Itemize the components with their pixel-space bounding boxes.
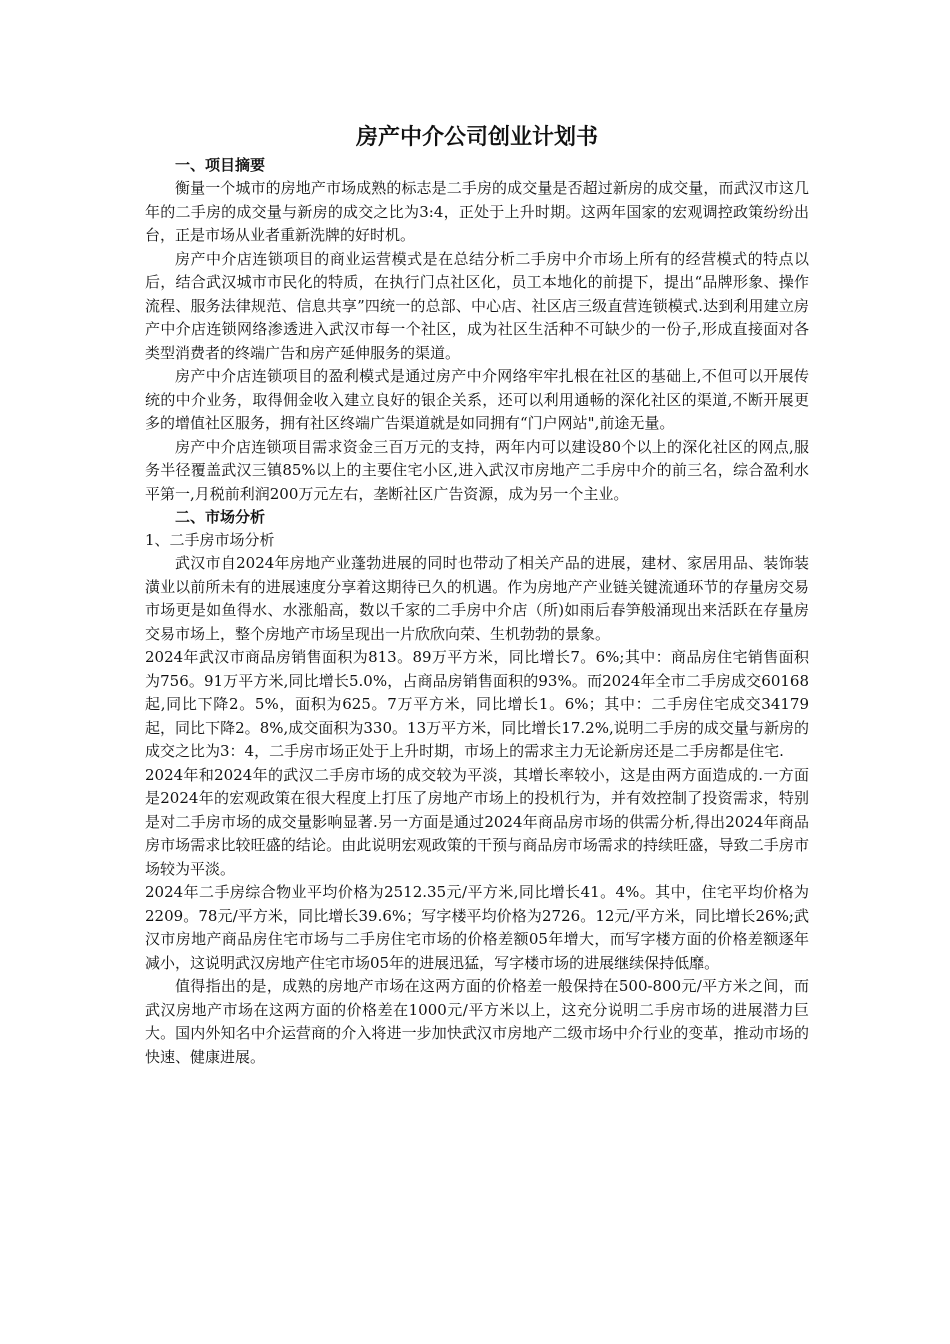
paragraph: 值得指出的是，成熟的房地产市场在这两方面的价格差一般保持在500-800元/平方米之间，而武汉房地产市场在这两方面的价格差在1000元/平方米以上，这充分说明二手房市场的进展潜力巨大。国内外知名中介运营商的介入将进一步加快武汉市房地产二级市场中介行业的变革，推动市场的快速、健康进展。 [145,977,809,1066]
paragraph: 2024年和2024年的武汉二手房市场的成交较为平淡，其增长率较小，这是由两方面造成的.一方面是2024年的宏观政策在很大程度上打压了房地产市场上的投机行为，并有效控制了投资需求，特别是对二手房市场的成交量影响显著.另一方面是通过2024年商品房市场的供需分析,得出2024年商品房市场需求比较旺盛的结论。由此说明宏观政策的干预与商品房市场需求的持续旺盛，导致二手房市场较为平淡。 [145,765,809,878]
paragraph: 武汉市自2024年房地产业蓬勃进展的同时也带动了相关产品的进展，建材、家居用品、装饰装潢业以前所未有的进展速度分享着这期待已久的机遇。作为房地产产业链关键流通环节的存量房交易市场更是如鱼得水、水涨船高，数以千家的二手房中介店（所)如雨后春笋般涌现出来活跃在存量房交易市场上，整个房地产市场呈现出一片欣欣向荣、生机勃勃的景象。 [145,554,809,643]
section-heading-summary: 一、项目摘要 [175,156,266,174]
document-title: 房产中介公司创业计划书 [355,124,598,150]
paragraph: 房产中介店连锁项目的盈利模式是通过房产中介网络牢牢扎根在社区的基础上,不但可以开展传统的中介业务，取得佣金收入建立良好的银企关系，还可以利用通畅的深化社区的渠道,不断开展更多的增值社区服务，拥有社区终端广告渠道就是如同拥有“门户网站",前途无量。 [145,367,809,432]
paragraph: 2024年武汉市商品房销售面积为813。89万平方米，同比增长7。6%;其中：商品房住宅销售面积为756。91万平方米,同比增长5.0%，占商品房销售面积的93%。而2024年全市二手房成交60168起,同比下降2。5%，面积为625。7万平方米，同比增长1。6%；其中：二手房住宅成交34179起，同比下降2。8%,成交面积为330。13万平方米，同比增长17.2%,说明二手房的成交量与新房的成交之比为3：4，二手房市场正处于上升时期，市场上的需求主力无论新房还是二手房都是住宅. [145,648,809,760]
paragraph: 房产中介店连锁项目需求资金三百万元的支持，两年内可以建设80个以上的深化社区的网点,服务半径覆盖武汉三镇85%以上的主要住宅小区,进入武汉市房地产二手房中介的前三名，综合盈利水平第一,月税前利润200万元左右，垄断社区广告资源，成为另一个主业。 [145,437,809,503]
subsection-heading: 1、二手房市场分析 [145,531,275,549]
paragraph: 房产中介店连锁项目的商业运营模式是在总结分析二手房中介市场上所有的经营模式的特点以后，结合武汉城市市民化的特质，在执行门点社区化，员工本地化的前提下，提出“品牌形象、操作流程、服务法律规范、信息共享”四统一的总部、中心店、社区店三级直营连锁模式.达到利用建立房产中介店连锁网络渗透进入武汉市每一个社区，成为社区生活种不可缺少的一份子,形成直接面对各类型消费者的终端广告和房产延伸服务的渠道。 [145,249,809,362]
document-body [145,120,809,1069]
section-heading-market: 二、市场分析 [175,508,266,526]
paragraph: 衡量一个城市的房地产市场成熟的标志是二手房的成交量是否超过新房的成交量，而武汉市这几年的二手房的成交量与新房的成交之比为3:4，正处于上升时期。这两年国家的宏观调控政策纷纷出台，正是市场从业者重新洗牌的好时机。 [145,179,809,244]
paragraph: 2024年二手房综合物业平均价格为2512.35元/平方米,同比增长41。4%。其中，住宅平均价格为2209。78元/平方米，同比增长39.6%；写字楼平均价格为2726。12元/平方米，同比增长26%;武汉市房地产商品房住宅市场与二手房住宅市场的价格差额05年增大，而写字楼方面的价格差额逐年减小，这说明武汉房地产住宅市场05年的进展迅猛，写字楼市场的进展继续保持低靡。 [145,883,809,972]
